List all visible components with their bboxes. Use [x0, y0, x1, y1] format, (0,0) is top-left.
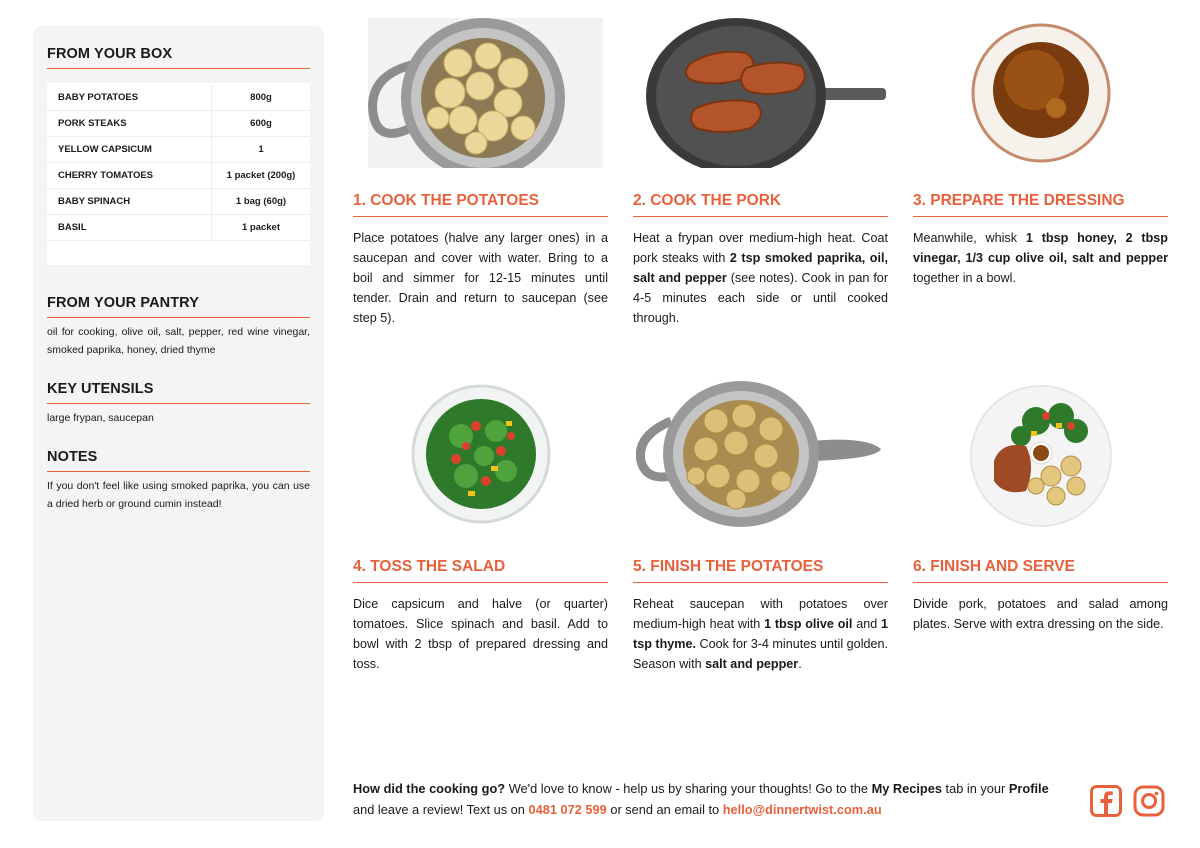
- ingredient-qty: 800g: [211, 85, 310, 110]
- step-1-photo: [353, 18, 608, 168]
- footer-text-3: and leave a review! Text us on: [353, 802, 529, 817]
- step-6: [913, 381, 1168, 634]
- step-text-part: Dice capsicum and halve (or quarter) tomatoes. Slice spinach and basil. Add to bowl with 2 tbsp of prepared dressing and toss.: [353, 597, 608, 671]
- step-5-text: [633, 594, 888, 674]
- ingredient-qty: 1 packet: [211, 215, 310, 240]
- pantry-text: oil for cooking, olive oil, salt, pepper, red wine vinegar, smoked paprika, honey, dried thyme: [47, 326, 310, 356]
- utensils-text: large frypan, saucepan: [47, 412, 154, 424]
- email-link[interactable]: hello@dinnertwist.com.au: [722, 802, 882, 817]
- step-4-text: [353, 594, 608, 674]
- facebook-link[interactable]: [1090, 785, 1122, 817]
- step-2: [633, 18, 888, 328]
- step-5-photo: [633, 381, 888, 527]
- step-text-part: Cook for 3-4 minutes until golden. Season with: [633, 637, 888, 671]
- step-6-text: [913, 594, 1168, 634]
- step-text-part: 2 tsp smoked paprika, oil, salt and pepper: [633, 251, 888, 285]
- ingredient-row: [47, 163, 310, 189]
- step-3-text: [913, 228, 1168, 288]
- step-2-photo: [633, 18, 888, 168]
- ingredient-name: BASIL: [58, 222, 87, 233]
- step-1: [353, 18, 608, 328]
- step-text-part: Place potatoes (halve any larger ones) in a saucepan and cover with water. Bring to a boil and simmer for 12-15 minutes until tender. Drain and return to saucepan (see step 5).: [353, 231, 608, 325]
- dressing-bowl-icon: [966, 18, 1116, 168]
- my-recipes-link[interactable]: My Recipes: [871, 781, 942, 796]
- notes-text: If you don't feel like using smoked paprika, you can use a dried herb or ground cumin instead!: [47, 480, 310, 510]
- step-text-part: Divide pork, potatoes and salad among plates. Serve with extra dressing on the side.: [913, 597, 1168, 631]
- facebook-icon: [1090, 785, 1122, 817]
- step-5: [633, 381, 888, 674]
- feedback-footer: [353, 778, 1073, 820]
- phone-link[interactable]: 0481 072 599: [528, 802, 607, 817]
- saucepan-golden-potatoes-icon: [636, 381, 886, 527]
- pantry-section: [47, 295, 310, 359]
- instagram-link[interactable]: [1133, 785, 1165, 817]
- ingredient-row: [47, 137, 310, 163]
- step-4: [353, 381, 608, 674]
- step-1-title: 1. COOK THE POTATOES: [353, 192, 608, 217]
- box-heading: FROM YOUR BOX: [47, 46, 310, 69]
- ingredients-table: [47, 83, 310, 265]
- pantry-heading: FROM YOUR PANTRY: [47, 295, 310, 318]
- step-3-photo: [913, 18, 1168, 168]
- ingredient-name: YELLOW CAPSICUM: [58, 144, 152, 155]
- footer-text-1: We'd love to know - help us by sharing your thoughts! Go to the: [505, 781, 872, 796]
- step-2-text: [633, 228, 888, 328]
- ingredient-row: [47, 215, 310, 241]
- ingredient-qty: 1: [211, 137, 310, 162]
- utensils-section: [47, 381, 310, 427]
- footer-text-2: tab in your: [941, 781, 1009, 796]
- step-4-photo: [353, 381, 608, 527]
- salad-bowl-icon: [406, 381, 556, 527]
- utensils-heading: KEY UTENSILS: [47, 381, 310, 404]
- ingredient-name: PORK STEAKS: [58, 118, 127, 129]
- frypan-pork-icon: [636, 18, 886, 168]
- notes-section: [47, 449, 310, 513]
- ingredient-name: CHERRY TOMATOES: [58, 170, 154, 181]
- step-text-part: .: [798, 657, 802, 671]
- step-1-text: [353, 228, 608, 328]
- ingredient-row: [47, 111, 310, 137]
- ingredient-name: BABY SPINACH: [58, 196, 131, 207]
- step-5-title: 5. FINISH THE POTATOES: [633, 558, 888, 583]
- ingredient-qty: 1 bag (60g): [211, 189, 310, 214]
- notes-heading: NOTES: [47, 449, 310, 472]
- step-text-part: (see notes). Cook in pan for 4-5 minutes each side or until cooked through.: [633, 271, 889, 325]
- footer-question: How did the cooking go?: [353, 781, 506, 796]
- step-3-title: 3. PREPARE THE DRESSING: [913, 192, 1168, 217]
- plated-meal-icon: [966, 381, 1116, 527]
- ingredient-qty: 600g: [211, 111, 310, 136]
- step-4-title: 4. TOSS THE SALAD: [353, 558, 608, 583]
- step-text-part: Reheat saucepan with potatoes over medium-high heat with: [633, 597, 888, 631]
- step-text-part: together in a bowl.: [913, 271, 1016, 285]
- step-6-title: 6. FINISH AND SERVE: [913, 558, 1168, 583]
- ingredient-qty: 1 packet (200g): [211, 163, 310, 188]
- step-text-part: Meanwhile, whisk: [913, 231, 1026, 245]
- step-text-part: salt and pepper: [705, 657, 799, 671]
- saucepan-potatoes-icon: [358, 18, 603, 168]
- ingredient-row: [47, 85, 310, 111]
- ingredient-row: [47, 189, 310, 215]
- step-text-part: and: [852, 617, 881, 631]
- step-text-part: 1 tbsp olive oil: [764, 617, 853, 631]
- instagram-icon: [1133, 785, 1165, 817]
- step-6-photo: [913, 381, 1168, 527]
- footer-text-4: or send an email to: [606, 802, 723, 817]
- ingredient-name: BABY POTATOES: [58, 92, 139, 103]
- step-text-part: 1 tbsp honey, 2 tbsp vinegar, 1/3 cup olive oil, salt and pepper: [913, 231, 1168, 265]
- step-text-part: 1 tsp thyme.: [633, 617, 889, 651]
- step-3: [913, 18, 1168, 288]
- sidebar: [33, 26, 324, 821]
- step-text-part: Heat a frypan over medium-high heat. Coat pork steaks with: [633, 231, 888, 265]
- step-2-title: 2. COOK THE PORK: [633, 192, 888, 217]
- profile-link[interactable]: Profile: [1008, 781, 1049, 796]
